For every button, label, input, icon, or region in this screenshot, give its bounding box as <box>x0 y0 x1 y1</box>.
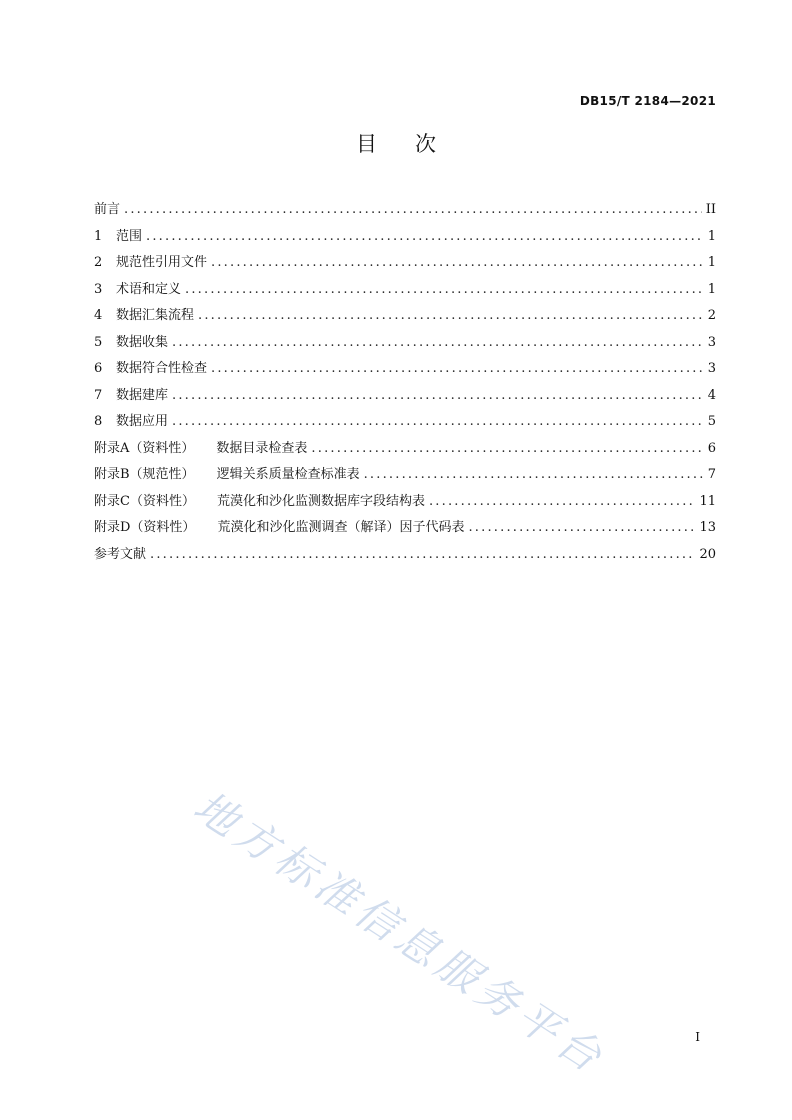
toc-entry[interactable] <box>94 225 716 252</box>
toc-entry-label: 参考文献 <box>94 546 147 562</box>
toc-entry[interactable] <box>94 278 716 305</box>
toc-entry-number: 5 <box>94 334 103 350</box>
page-number: I <box>695 1030 700 1044</box>
toc-dot-leader <box>198 308 704 323</box>
toc-entry[interactable] <box>94 304 716 331</box>
toc-entry-label: 范围 <box>116 228 143 244</box>
toc-entry[interactable] <box>94 410 716 437</box>
toc-entry-number: 4 <box>94 308 103 323</box>
toc-entry-page: 7 <box>707 467 716 482</box>
toc-entry-number: 8 <box>94 414 103 429</box>
toc-entry-page: 6 <box>707 440 716 456</box>
toc-entry-appendix-prefix: 附录C（资料性） <box>94 493 195 509</box>
page-title: 目次 <box>356 132 474 156</box>
toc-entry-number: 3 <box>94 281 103 297</box>
toc-entry-page: 2 <box>707 308 716 323</box>
toc-entry-number: 2 <box>94 255 103 270</box>
toc-entry-page: 13 <box>699 520 716 535</box>
toc-entry-label: 逻辑关系质量检查标准表 <box>216 467 360 482</box>
table-of-contents <box>94 198 716 569</box>
toc-entry-label: 荒漠化和沙化监测数据库字段结构表 <box>216 493 425 509</box>
toc-entry-label: 数据收集 <box>116 334 169 350</box>
toc-entry[interactable] <box>94 437 716 464</box>
toc-entry-page: 3 <box>707 334 716 350</box>
toc-dot-leader <box>211 255 704 270</box>
toc-entry[interactable] <box>94 516 716 543</box>
document-code: DB15/T 2184—2021 <box>579 94 716 108</box>
toc-entry[interactable] <box>94 198 716 225</box>
toc-entry[interactable] <box>94 490 716 517</box>
toc-entry-page: 20 <box>699 546 716 562</box>
toc-entry-page: 1 <box>707 281 716 297</box>
toc-entry-page: 5 <box>707 414 716 429</box>
toc-entry[interactable] <box>94 384 716 411</box>
toc-entry[interactable] <box>94 251 716 278</box>
watermark: 地方标准信息服务平台 <box>185 781 615 1085</box>
toc-entry-label: 数据符合性检查 <box>116 361 208 376</box>
toc-entry-number: 1 <box>94 228 103 244</box>
toc-entry-page: 3 <box>707 361 716 376</box>
toc-entry[interactable] <box>94 357 716 384</box>
toc-entry-number: 6 <box>94 361 103 376</box>
toc-entry-appendix-prefix: 附录B（规范性） <box>94 467 195 482</box>
toc-dot-leader <box>124 202 702 217</box>
toc-entry[interactable] <box>94 463 716 490</box>
toc-dot-leader <box>429 494 695 509</box>
toc-entry-page: 11 <box>699 493 716 509</box>
toc-entry-page: 4 <box>707 387 716 403</box>
toc-dot-leader <box>150 547 695 562</box>
toc-entry-label: 数据建库 <box>116 387 169 403</box>
toc-dot-leader <box>364 467 704 482</box>
toc-dot-leader <box>211 361 704 376</box>
toc-entry-page: II <box>705 202 716 217</box>
toc-dot-leader <box>172 335 704 350</box>
toc-entry-label: 数据汇集流程 <box>116 308 195 323</box>
toc-dot-leader <box>172 414 704 429</box>
toc-entry-label: 数据应用 <box>116 414 169 429</box>
toc-entry-number: 7 <box>94 387 103 403</box>
toc-entry-appendix-prefix: 附录A（资料性） <box>94 440 195 456</box>
toc-entry-label: 荒漠化和沙化监测调查（解译）因子代码表 <box>217 520 465 535</box>
toc-dot-leader <box>172 388 704 403</box>
toc-entry-label: 前言 <box>94 202 121 217</box>
toc-dot-leader <box>468 520 695 535</box>
toc-dot-leader <box>311 441 703 456</box>
toc-entry-page: 1 <box>707 255 716 270</box>
toc-entry-label: 术语和定义 <box>116 281 182 297</box>
toc-entry-label: 规范性引用文件 <box>116 255 208 270</box>
toc-entry-appendix-prefix: 附录D（资料性） <box>94 520 196 535</box>
toc-dot-leader <box>185 282 704 297</box>
toc-dot-leader <box>146 229 704 244</box>
toc-entry-label: 数据目录检查表 <box>216 440 308 456</box>
toc-entry-page: 1 <box>707 228 716 244</box>
toc-entry[interactable] <box>94 543 716 570</box>
toc-entry[interactable] <box>94 331 716 358</box>
